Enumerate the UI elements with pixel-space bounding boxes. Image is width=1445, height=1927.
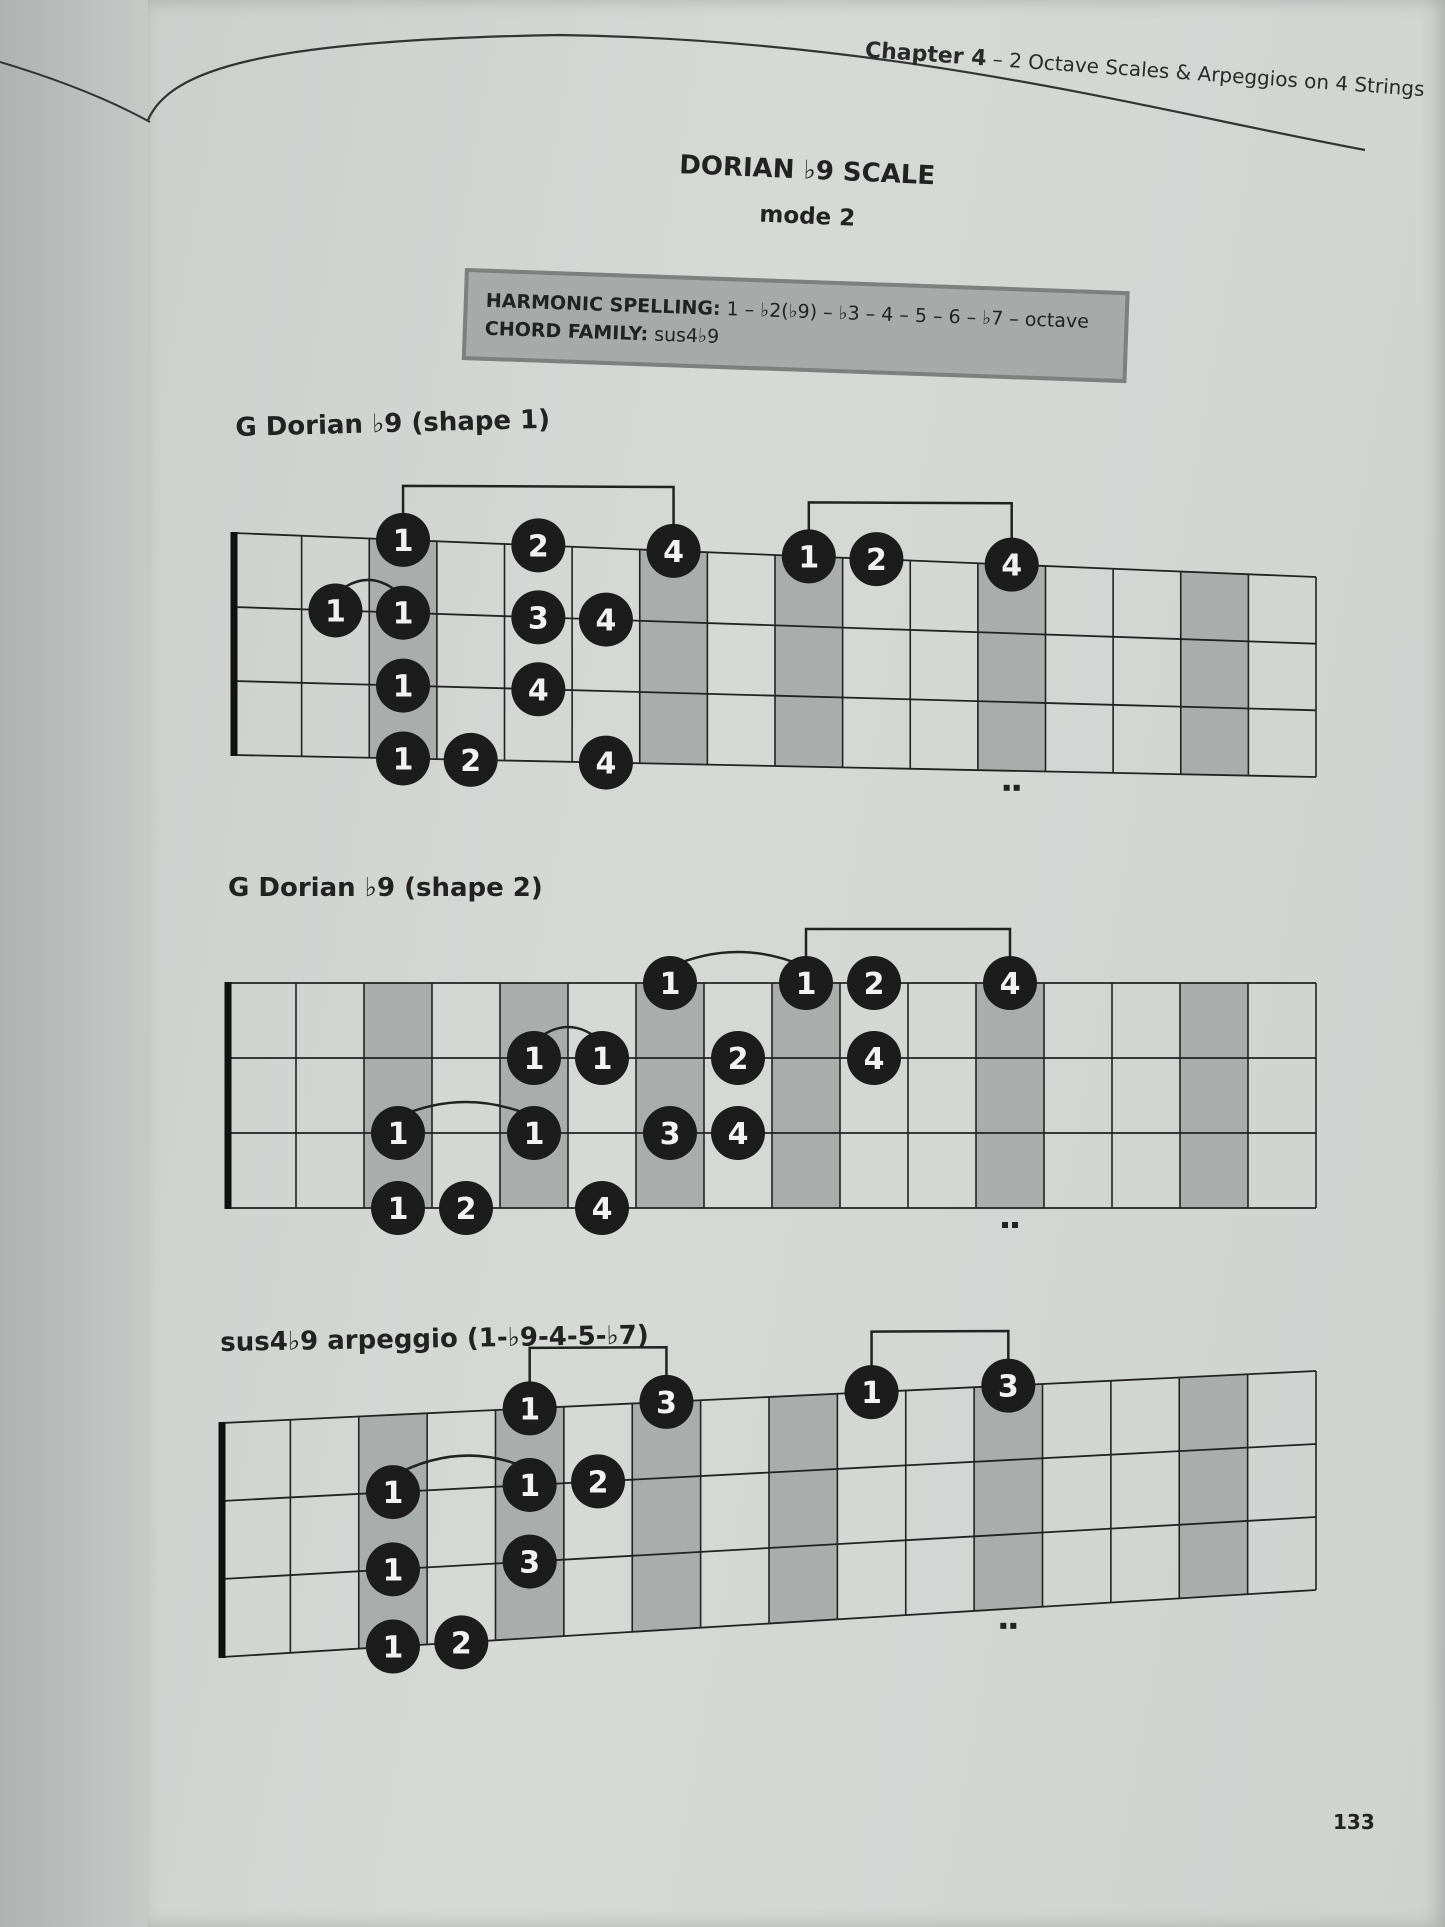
shaded-fret bbox=[632, 1400, 700, 1632]
finger-number: 1 bbox=[861, 1376, 882, 1412]
finger-number: 1 bbox=[659, 967, 681, 1002]
finger-number: 1 bbox=[382, 1476, 404, 1512]
finger-number: 1 bbox=[523, 1042, 545, 1077]
finger-number: 2 bbox=[866, 543, 887, 579]
finger-number: 4 bbox=[863, 1042, 885, 1077]
finger-number: 4 bbox=[727, 1117, 749, 1152]
finger-number: 1 bbox=[795, 967, 817, 1002]
page-subtitle: mode 2 bbox=[758, 201, 856, 232]
finger-number: 1 bbox=[519, 1468, 541, 1504]
finger-number: 1 bbox=[392, 669, 414, 705]
finger-number: 4 bbox=[663, 534, 684, 570]
spelling-label: HARMONIC SPELLING: bbox=[485, 289, 721, 320]
finger-number: 4 bbox=[999, 967, 1021, 1002]
note-marker bbox=[434, 1615, 488, 1669]
finger-number: 2 bbox=[863, 967, 885, 1002]
fingering-bracket bbox=[530, 1347, 667, 1386]
finger-number: 4 bbox=[1001, 548, 1023, 584]
page-number: 133 bbox=[1333, 1810, 1375, 1834]
finger-number: 1 bbox=[523, 1117, 545, 1152]
shaded-fret bbox=[1179, 1374, 1247, 1598]
note-marker bbox=[503, 1535, 557, 1589]
note-marker bbox=[503, 1381, 557, 1435]
shaded-fret bbox=[974, 1384, 1042, 1611]
finger-number: 3 bbox=[519, 1545, 541, 1581]
page-title: DORIAN ♭9 SCALE bbox=[678, 150, 936, 192]
finger-number: 2 bbox=[727, 1042, 749, 1077]
family-label: CHORD FAMILY: bbox=[484, 317, 649, 346]
family-value: sus4♭9 bbox=[647, 323, 720, 348]
finger-number: 3 bbox=[656, 1385, 677, 1421]
finger-number: 1 bbox=[382, 1630, 404, 1666]
octave-marker bbox=[1000, 1623, 1006, 1629]
finger-number: 2 bbox=[455, 1192, 477, 1227]
finger-number: 1 bbox=[519, 1392, 541, 1428]
finger-number: 1 bbox=[382, 1553, 404, 1589]
diagram-heading-shape-2: G Dorian ♭9 (shape 2) bbox=[228, 873, 543, 903]
finger-number: 2 bbox=[587, 1465, 609, 1501]
fingering-bracket bbox=[872, 1331, 1009, 1370]
finger-number: 1 bbox=[591, 1042, 613, 1077]
note-marker bbox=[366, 1620, 420, 1674]
finger-number: 3 bbox=[659, 1117, 681, 1152]
finger-number: 1 bbox=[798, 540, 820, 576]
note-marker bbox=[981, 1359, 1035, 1413]
finger-number: 4 bbox=[591, 1192, 613, 1227]
note-marker bbox=[845, 1365, 899, 1419]
finger-number: 4 bbox=[595, 746, 617, 782]
shaded-fret bbox=[496, 1407, 564, 1641]
spelling-value: 1 – ♭2(♭9) – ♭3 – 4 – 5 – 6 – ♭7 – octave bbox=[720, 297, 1090, 333]
diagram-heading-arpeggio: sus4♭9 arpeggio (1-♭9-4-5-♭7) bbox=[220, 1320, 649, 1358]
finger-number: 1 bbox=[387, 1117, 409, 1152]
finger-number: 2 bbox=[450, 1626, 472, 1662]
note-marker bbox=[366, 1465, 420, 1519]
note-marker bbox=[639, 1375, 693, 1429]
finger-number: 4 bbox=[527, 673, 549, 709]
note-marker bbox=[503, 1458, 557, 1512]
finger-number: 3 bbox=[527, 601, 549, 637]
finger-number: 1 bbox=[392, 596, 414, 632]
shaded-fret bbox=[769, 1394, 837, 1624]
note-marker bbox=[366, 1542, 420, 1596]
note-marker bbox=[571, 1454, 625, 1508]
chapter-title: – 2 Octave Scales & Arpeggios on 4 Strings bbox=[985, 46, 1426, 102]
finger-number: 1 bbox=[392, 523, 414, 559]
finger-number: 1 bbox=[325, 594, 346, 630]
finger-number: 3 bbox=[997, 1369, 1019, 1405]
chapter-label: Chapter 4 bbox=[864, 38, 988, 72]
finger-number: 4 bbox=[595, 603, 617, 639]
finger-number: 1 bbox=[392, 742, 414, 778]
shaded-fret bbox=[359, 1413, 427, 1648]
diagram-heading-shape-1: G Dorian ♭9 (shape 1) bbox=[235, 404, 551, 443]
finger-number: 2 bbox=[527, 529, 549, 565]
finger-number: 2 bbox=[460, 743, 482, 779]
octave-marker bbox=[1010, 1623, 1016, 1629]
finger-number: 1 bbox=[387, 1192, 409, 1227]
